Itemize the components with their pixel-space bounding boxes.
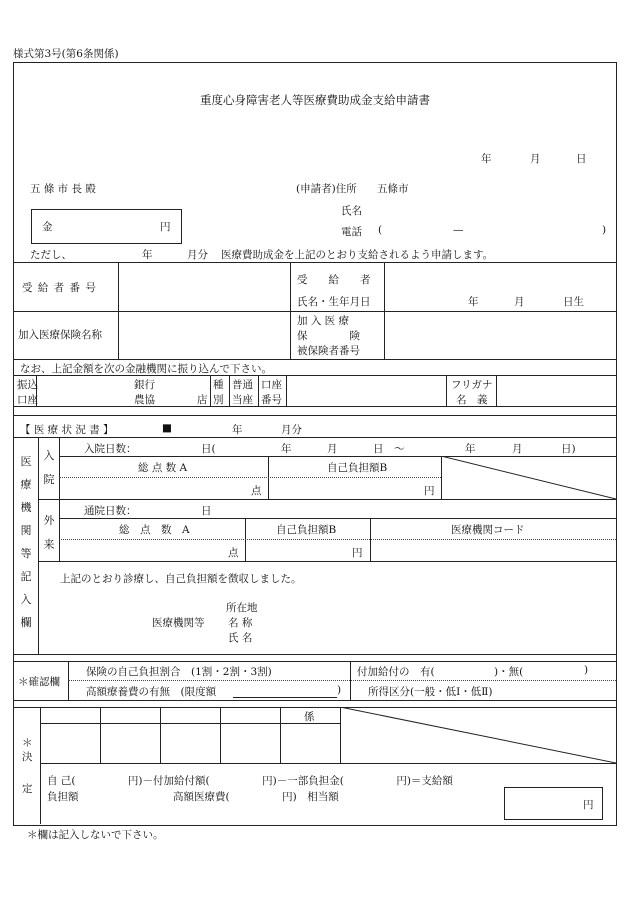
phone-dash: — [453, 224, 464, 236]
applicant-address-value[interactable]: 五條市 [377, 183, 409, 195]
outpatient-yen-unit: 円 [352, 547, 363, 559]
bank-furikomi: 振込 [17, 379, 38, 391]
stamp-cell-kakari[interactable] [284, 724, 338, 761]
decision-line1: 自 己( 円)－付加給付額( 円)－一部負担金( 円)＝支給額 [47, 775, 453, 787]
applicant-phone-label: 電話 [341, 226, 362, 238]
proviso-month: 月分 [187, 249, 208, 261]
inpatient-self-pay-label: 自己負担額B [327, 462, 388, 474]
recipient-label: 受 給 者 [297, 274, 371, 286]
form-title: 重度心身障害老人等医療費助成金支給申請書 [200, 93, 430, 107]
outpatient-self-pay-label: 自己負担額B [276, 524, 337, 536]
supplement-mid: )・無( [494, 666, 524, 678]
range-year: 年 [281, 443, 292, 455]
insurance-name-label: 加入医療保険名称 [18, 329, 102, 341]
stamp-cell-3[interactable] [164, 724, 218, 761]
proviso-tadashi: ただし、 [30, 249, 72, 261]
copay-ratio: 保険の自己負担割合 (1割・2割・3割) [86, 666, 272, 678]
insured-number-label: 被保険者番号 [297, 345, 360, 357]
addressee: 五 條 市 長 殿 [30, 183, 96, 195]
confirm-label: ＊確認欄 [18, 676, 60, 688]
decision-tei: 定 [22, 783, 33, 795]
bank-note: なお、上記金額を次の金融機関に振り込んで下さい。 [20, 363, 272, 375]
range-month: 月 [327, 443, 338, 455]
dob-day: 日生 [563, 296, 584, 308]
amount-kin: 金 [42, 221, 53, 233]
inpatient-day-open: 日( [201, 443, 216, 455]
date-year: 年 [481, 153, 492, 165]
supplement-close: ) [584, 664, 589, 676]
outpatient-total-points-label: 総 点 数 A [119, 524, 190, 536]
proviso-year: 年 [142, 249, 153, 261]
footer-note: ＊欄は記入しないで下さい。 [27, 829, 164, 841]
range-month2: 月 [512, 443, 523, 455]
inpatient-days-label: 入院日数： [84, 443, 137, 455]
dob-month: 月 [514, 296, 525, 308]
certify-text: 上記のとおり診療し、自己負担額を徴収しました。 [60, 573, 302, 585]
phone-close: ) [602, 224, 607, 236]
bank-ginko: 銀行 [134, 379, 155, 391]
bank-koza: 口座 [17, 394, 38, 406]
inpatient-yen-unit: 円 [424, 485, 435, 497]
bank-betsu: 別 [213, 394, 224, 406]
outpatient-day: 日 [201, 505, 212, 517]
decision-kakari: 係 [304, 711, 315, 723]
hospital-code-label: 医療機関コード [451, 524, 525, 536]
stamp-cell-1[interactable] [44, 724, 98, 761]
dob-year: 年 [468, 296, 479, 308]
outpatient-label: 外 来 [43, 514, 55, 551]
range-year2: 年 [465, 443, 476, 455]
bank-koza2: 口座 [261, 379, 282, 391]
outpatient-days-label: 通院日数： [84, 505, 137, 517]
amount-yen: 円 [160, 221, 171, 233]
decision-slash [340, 707, 616, 763]
bank-nokyo: 農協 [134, 394, 155, 406]
applicant-address-label: (申請者)住所 [296, 183, 357, 195]
medical-marker: ■ [162, 422, 172, 434]
doctor-name-label: 氏 名 [228, 632, 253, 644]
insurer-kanyu: 加 入 医 療 [297, 315, 350, 327]
bank-meigi: 名 義 [456, 394, 488, 406]
side-label: 医 療 機 関 等 記 入 欄 [20, 455, 32, 629]
range-day-close: 日) [561, 443, 576, 455]
applicant-name-label: 氏名 [341, 205, 362, 217]
inpatient-points-unit: 点 [251, 485, 262, 497]
form-number: 様式第3号(第6条関係) [13, 48, 119, 60]
stamp-cell-2[interactable] [104, 724, 158, 761]
bank-branch: 店 [197, 394, 208, 406]
income-category: 所得区分(一般・低Ⅰ・低Ⅱ) [368, 686, 493, 698]
facility-name-label: 名 称 [228, 617, 253, 629]
payment-yen: 円 [583, 799, 594, 811]
phone-open: ( [378, 224, 383, 236]
bank-toza: 当座 [232, 394, 253, 406]
inpatient-total-points-label: 総 点 数 A [138, 462, 188, 474]
bank-shu: 種 [213, 379, 224, 391]
decision-star: ＊ [22, 737, 33, 749]
proviso-text: 医療費助成金を上記のとおり支給されるよう申請します。 [221, 249, 494, 261]
decision-line2: 負担額 高額医療費( 円) 相当額 [47, 791, 339, 803]
bank-furigana: フリガナ [451, 379, 493, 391]
recipient-number-label: 受 給 者 番 号 [22, 282, 97, 294]
outpatient-points-unit: 点 [228, 547, 239, 559]
high-cost-label: 高額療養費の有無 (限度額 [86, 686, 217, 698]
bank-bango: 番号 [261, 394, 282, 406]
inpatient-slash [441, 456, 616, 499]
name-dob-label: 氏名・生年月日 [297, 296, 371, 308]
date-month: 月 [530, 153, 541, 165]
insurer-hoken: 保 険 [297, 330, 360, 342]
medical-month: 月分 [281, 424, 302, 436]
inpatient-label: 入 院 [43, 449, 55, 486]
range-day-tilde: 日 ～ [373, 443, 405, 455]
medical-section-title: 【 医 療 状 況 書 】 [20, 424, 114, 436]
high-cost-close: ) [337, 684, 342, 696]
stamp-cell-4[interactable] [224, 724, 278, 761]
medical-year: 年 [232, 424, 243, 436]
facility-location-label: 所在地 [226, 602, 258, 614]
date-day: 日 [576, 153, 587, 165]
bank-futsu: 普通 [232, 379, 253, 391]
facility-label: 医療機関等 [152, 617, 205, 629]
decision-ketsu: 決 [22, 751, 33, 763]
supplement-label: 付加給付の 有( [357, 666, 435, 678]
